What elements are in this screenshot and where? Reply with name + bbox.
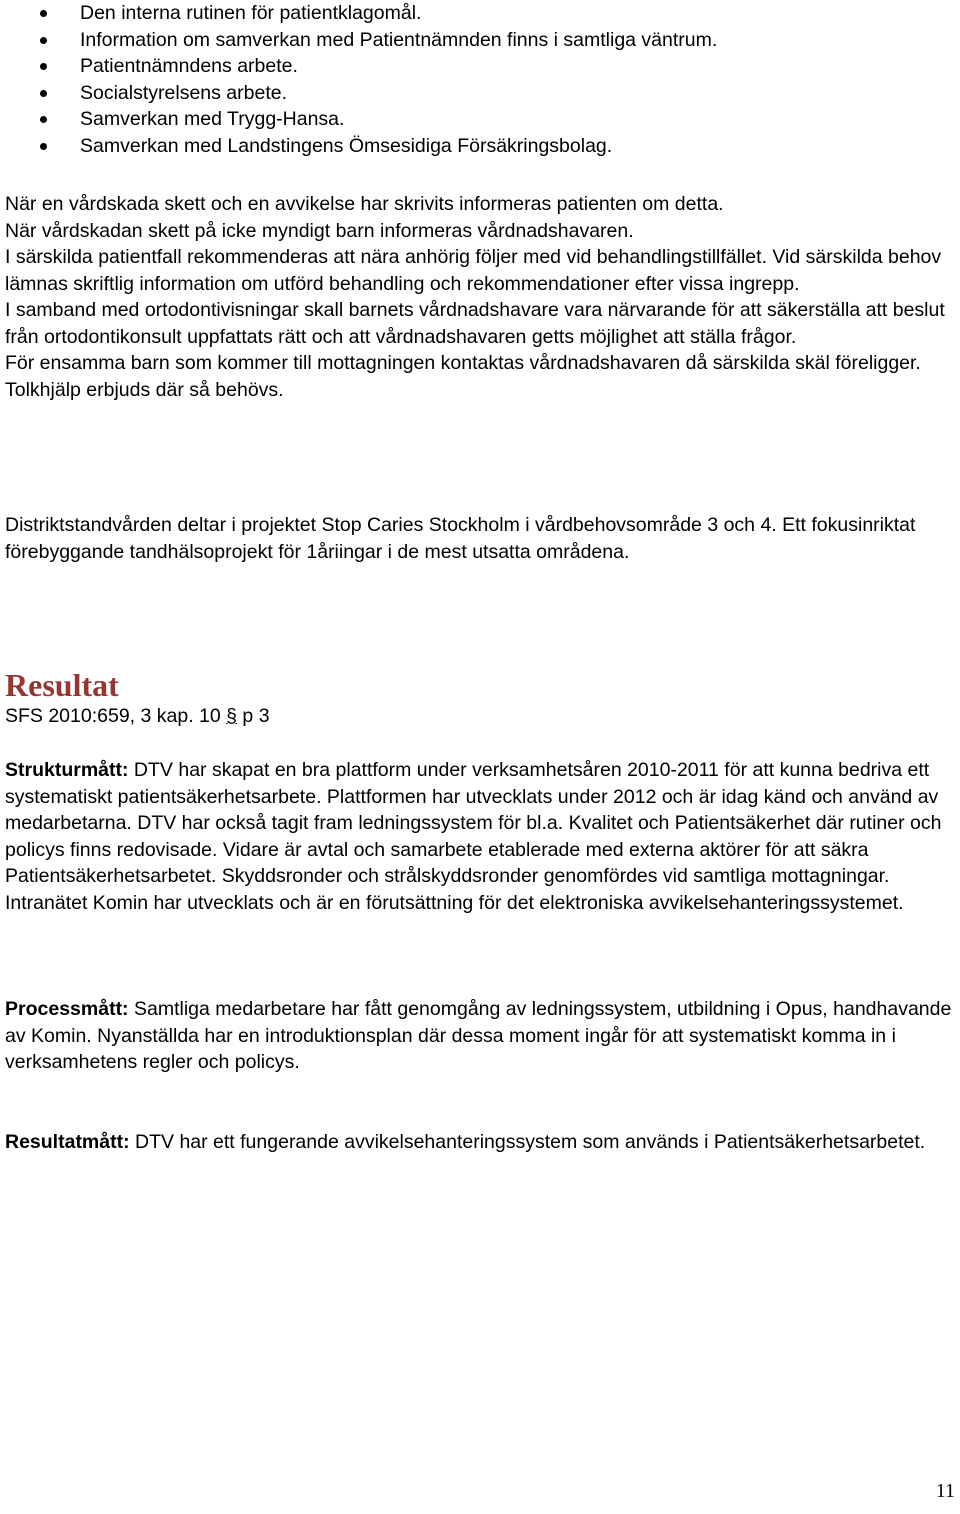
struktur-label: Strukturmått:	[5, 759, 129, 781]
list-item: Socialstyrelsens arbete.	[0, 80, 717, 107]
section-heading: Resultat	[5, 667, 119, 703]
struktur-text: DTV har skapat en bra plattform under verksamhetsåren 2010-2011 för att kunna bedriva ett systematiskt patientsäkerhetsarbete. Plattformen har utvecklats under 2012 och är idag känd och använd av medarbetarna. DTV har också tagit fram ledningssystem för bl.a. Kvalitet och Patientsäkerhet där rutiner och policys finns redovisade. Vidare är avtal och samarbete etablerade med externa aktörer för att säkra Patientsäkerhetsarbetet. Skyddsronder och strålskyddsronder genomfördes vid samtliga mottagningar. Intranätet Komin har utvecklats och är en förutsättning för det elektroniska avvikelsehanteringssystemet.	[5, 759, 942, 914]
patient-info-paragraphs	[5, 191, 960, 403]
paragraph: När vårdskadan skett på icke myndigt barn informeras vårdnadshavaren.	[5, 219, 634, 242]
paragraph: För ensamma barn som kommer till mottagningen kontaktas vårdnadshavaren då särskilda skäl föreligger.	[5, 352, 921, 374]
paragraph-symbol: §	[226, 705, 238, 727]
bullet-icon	[40, 90, 47, 97]
list-item: Den interna rutinen för patientklagomål.	[0, 0, 717, 27]
bullet-icon	[40, 63, 47, 70]
resultat-label: Resultatmått:	[5, 1131, 130, 1153]
bullet-icon	[40, 37, 47, 44]
paragraph: När en vårdskada skett och en avvikelse har skrivits informeras patienten om detta.	[5, 193, 724, 215]
bullet-icon	[40, 116, 47, 123]
law-reference: SFS 2010:659, 3 kap. 10 § p 3	[5, 705, 270, 727]
resultat-text: DTV har ett fungerande avvikelsehanteringssystem som används i Patientsäkerhetsarbetet.	[129, 1131, 926, 1153]
list-item: Samverkan med Trygg-Hansa.	[0, 106, 717, 133]
paragraph: Tolkhjälp erbjuds där så behövs.	[5, 378, 284, 401]
list-item: Information om samverkan med Patientnämnden finns i samtliga väntrum.	[0, 27, 717, 54]
resultat-paragraph	[5, 1129, 960, 1156]
bullet-icon	[40, 143, 47, 150]
page-number: 11	[935, 1480, 955, 1502]
bullet-list	[0, 0, 717, 159]
process-paragraph	[5, 996, 960, 1076]
process-text: Samtliga medarbetare har fått genomgång av ledningssystem, utbildning i Opus, handhavande av Komin. Nyanställda har en introduktionsplan där dessa moment ingår för att systematiskt komma in i verksamhetens regler och policys.	[5, 998, 952, 1073]
list-item: Patientnämndens arbete.	[0, 53, 717, 80]
stop-caries-paragraph: Distriktstandvården deltar i projektet Stop Caries Stockholm i vårdbehovsområde 3 och 4. Ett fokusinriktat förebyggande tandhälsoprojekt för 1åriingar i de mest utsatta områdena.	[5, 514, 916, 563]
struktur-paragraph	[5, 757, 960, 916]
list-item: Samverkan med Landstingens Ömsesidiga Försäkringsbolag.	[0, 133, 717, 160]
paragraph: I samband med ortodontivisningar skall barnets vårdnadshavare vara närvarande för att säkerställa att beslut från ortodontikonsult uppfattats rätt och att vårdnadshavaren getts möjlighet att ställa frågor.	[5, 299, 945, 348]
bullet-icon	[40, 10, 47, 17]
paragraph: I särskilda patientfall rekommenderas att nära anhörig följer med vid behandlingstillfället. Vid särskilda behov lämnas skriftlig information om utförd behandling och rekommendationer efter vissa ingrepp.	[5, 246, 942, 295]
process-label: Processmått:	[5, 998, 129, 1020]
